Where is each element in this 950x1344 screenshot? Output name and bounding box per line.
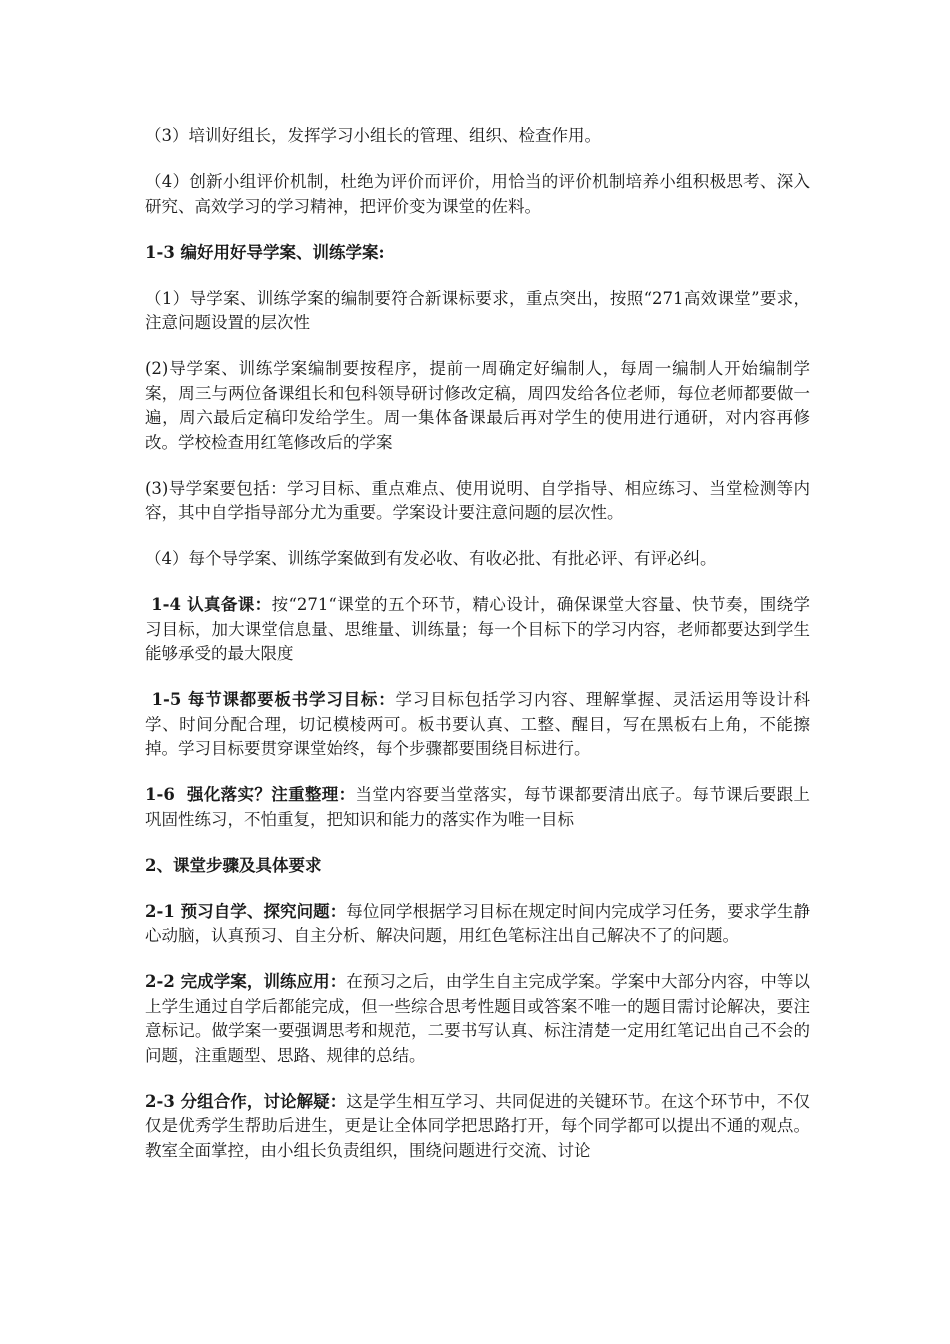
- section-heading-2: [145, 854, 810, 879]
- paragraph-4: [145, 287, 810, 336]
- document-body: [145, 124, 810, 1185]
- paragraph-text: 按“271“课堂的五个环节，精心设计，确保课堂大容量、快节奏，围绕学习目标，加大课堂信息量、思维量、训练量；每一个目标下的学习内容，老师都要达到学生能够承受的最大限度: [145, 595, 810, 663]
- paragraph-text: 学习目标包括学习内容、理解掌握、灵活运用等设计科学、时间分配合理，切记模棱两可。板书要认真、工整、醒目，写在黑板右上角，不能擦掉。学习目标要贯穿课堂始终，每个步骤都要围绕目标进行。: [145, 690, 811, 758]
- paragraph-text: （4）每个导学案、训练学案做到有发必收、有收必批、有批必评、有评必纠。: [145, 549, 717, 568]
- paragraph-5: [145, 357, 810, 455]
- paragraph-7: [145, 547, 810, 572]
- paragraph-2: [145, 170, 810, 219]
- paragraph-lead: 2-2 完成学案，训练应用：: [145, 972, 347, 991]
- paragraph-1-6: [145, 783, 810, 832]
- paragraph-text: 当堂内容要当堂落实，每节课都要清出底子。每节课后要跟上巩固性练习，不怕重复，把知识和能力的落实作为唯一目标: [145, 785, 810, 829]
- paragraph-text: (2)导学案、训练学案编制要按程序，提前一周确定好编制人，每周一编制人开始编制学案，周三与两位备课组长和包科领导研讨修改定稿，周四发给各位老师，每位老师都要做一遍，周六最后定稿印发给学生。周一集体备课最后再对学生的使用进行通研，对内容再修改。学校检查用红笔修改后的学案: [145, 359, 810, 452]
- paragraph-text: 这是学生相互学习、共同促进的关键环节。在这个环节中，不仅仅是优秀学生帮助后进生，更是让全体同学把思路打开，每个同学都可以提出不通的观点。教室全面掌控，由小组长负责组织，围绕问题进行交流、讨论: [145, 1091, 810, 1160]
- paragraph-2-3: [145, 1090, 810, 1164]
- paragraph-6: [145, 477, 810, 526]
- paragraph-2-2: [145, 970, 810, 1068]
- paragraph-text: 每位同学根据学习目标在规定时间内完成学习任务，要求学生静心动脑，认真预习、自主分析、解决问题，用红色笔标注出自己解决不了的问题。: [145, 901, 810, 945]
- paragraph-2-1: [145, 900, 810, 949]
- paragraph-lead: 2-1 预习自学、探究问题：: [145, 901, 347, 921]
- paragraph-lead: 2、课堂步骤及具体要求: [145, 855, 322, 875]
- paragraph-lead: 1-6 强化落实？注重整理：: [145, 785, 356, 804]
- paragraph-lead: 1-4 认真备课：: [145, 595, 272, 614]
- paragraph-1-5: [145, 688, 810, 762]
- paragraph-text: （4）创新小组评价机制，杜绝为评价而评价，用恰当的评价机制培养小组积极思考、深入研究、高效学习的学习精神，把评价变为课堂的佐料。: [145, 172, 810, 216]
- paragraph-text: 在预习之后，由学生自主完成学案。学案中大部分内容，中等以上学生通过自学后都能完成，但一些综合思考性题目或答案不唯一的题目需讨论解决，要注意标记。做学案一要强调思考和规范，二要书写认真、标注清楚一定用红笔记出自己不会的问题，注重题型、思路、规律的总结。: [145, 972, 810, 1065]
- paragraph-lead: 2-3 分组合作，讨论解疑：: [145, 1091, 347, 1111]
- paragraph-lead: 1-3 编好用好导学案、训练学案:: [145, 242, 385, 262]
- paragraph-1: [145, 124, 810, 149]
- paragraph-lead: 1-5 每节课都要板书学习目标：: [145, 690, 396, 709]
- section-heading-1-3: [145, 241, 810, 266]
- paragraph-text: (3)导学案要包括：学习目标、重点难点、使用说明、自学指导、相应练习、当堂检测等内容，其中自学指导部分尤为重要。学案设计要注意问题的层次性。: [145, 478, 810, 522]
- paragraph-1-4: [145, 593, 810, 667]
- paragraph-text: （3）培训好组长，发挥学习小组长的管理、组织、检查作用。: [145, 126, 601, 145]
- paragraph-text: （1）导学案、训练学案的编制要符合新课标要求，重点突出，按照“271高效课堂”要求，注意问题设置的层次性: [145, 288, 810, 332]
